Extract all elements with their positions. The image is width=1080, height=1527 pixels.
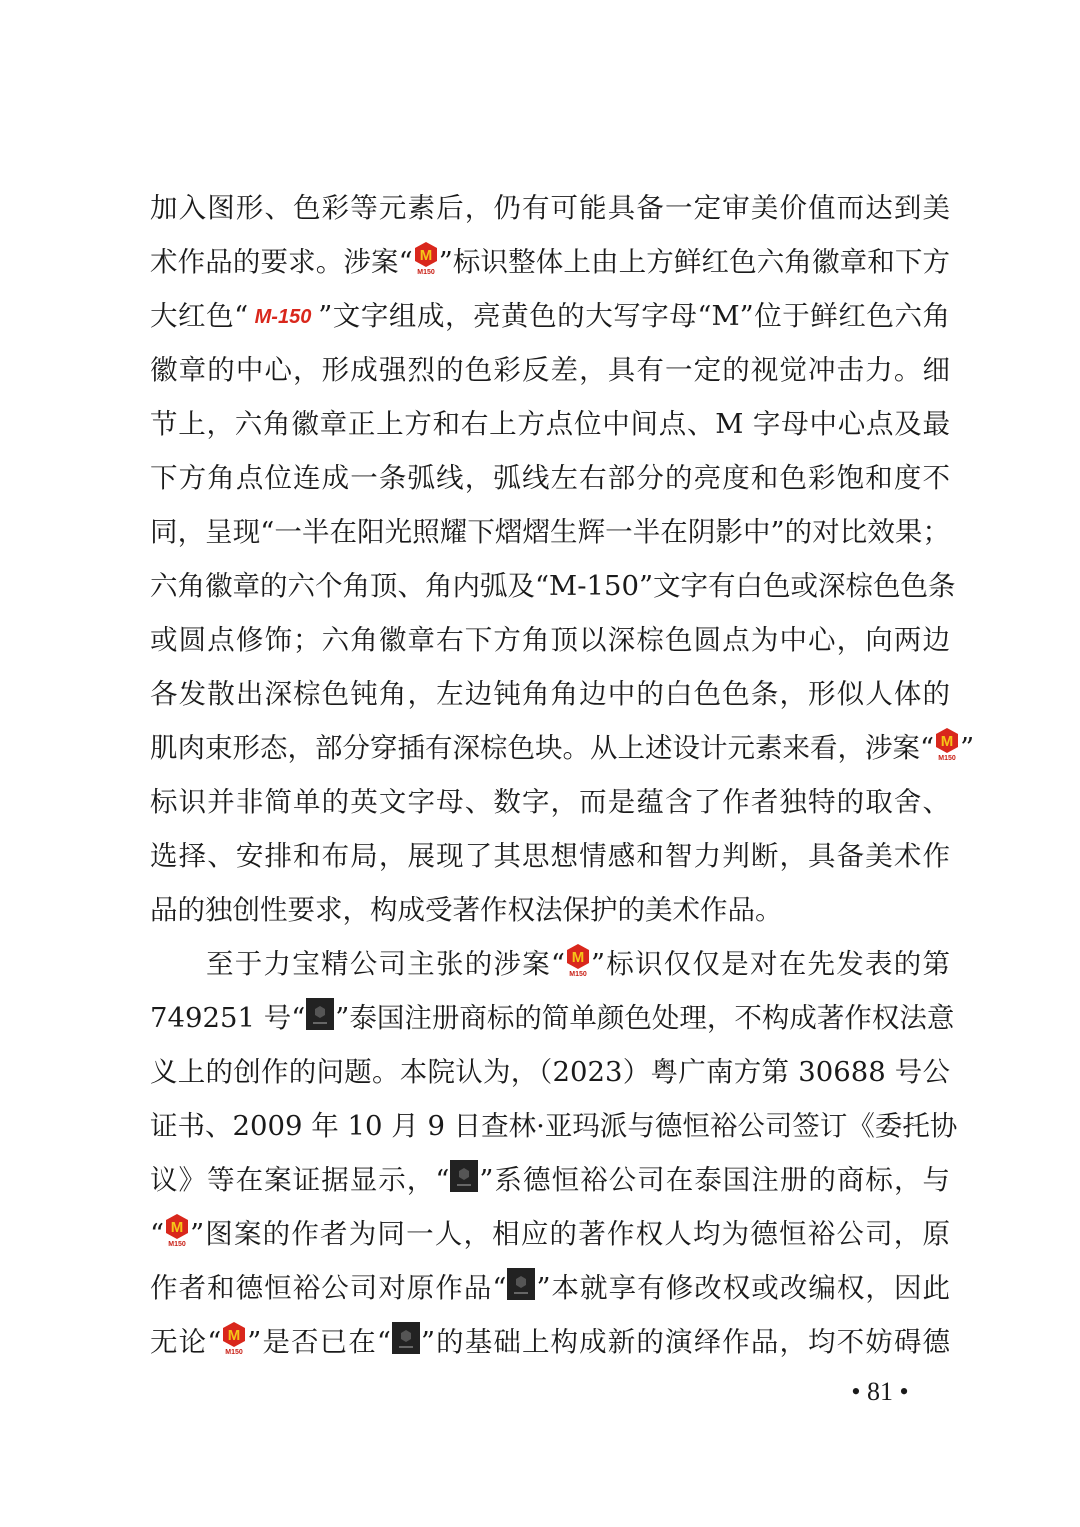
text-segment: 肌肉束形态，部分穿插有深棕色块。从上述设计元素来看，涉案“ [150, 732, 935, 764]
text-segment: ”标识整体上由上方鲜红色六角徽章和下方 [438, 246, 950, 278]
m150-badge-logo [164, 1211, 190, 1245]
dark-trademark-logo [305, 995, 335, 1029]
text-segment: 标识并非简单的英文字母、数字，而是蕴含了作者独特的取舍、 [150, 786, 950, 818]
m150-badge-logo [565, 941, 591, 975]
text-segment: ”本就享有修改权或改编权，因此 [536, 1272, 950, 1304]
text-line [150, 235, 950, 289]
text-segment: 或圆点修饰；六角徽章右下方角顶以深棕色圆点为中心，向两边 [150, 624, 950, 656]
badge-letter: M [228, 1327, 241, 1344]
text-line [150, 1099, 958, 1153]
text-segment: 证书、2009 年 10 月 9 日查林·亚玛派与德恒裕公司签订《委托协 [150, 1110, 958, 1142]
m150-wordmark-logo [248, 291, 318, 327]
wordmark-text: M-150 [254, 306, 312, 327]
text-segment: 各发散出深棕色钝角，左边钝角角边中的白色色条，形似人体的 [150, 678, 950, 710]
text-line [150, 721, 975, 775]
text-segment: ”泰国注册商标的简单颜色处理，不构成著作权法意 [335, 1002, 955, 1034]
text-segment: 徽章的中心，形成强烈的色彩反差，具有一定的视觉冲击力。细 [150, 354, 950, 386]
text-segment: 节上，六角徽章正上方和右上方点位中间点、M 字母中心点及最 [150, 408, 950, 440]
text-segment: ”系德恒裕公司在泰国注册的商标，与 [479, 1164, 951, 1196]
badge-subtext: M150 [569, 971, 587, 977]
text-segment: 加入图形、色彩等元素后，仍有可能具备一定审美价值而达到美 [150, 192, 950, 224]
text-line [150, 667, 950, 721]
dark-mark-text-bar [399, 1346, 413, 1348]
dark-trademark-logo [506, 1265, 536, 1299]
text-segment: 749251 号“ [150, 1002, 306, 1034]
text-segment: 下方角点位连成一条弧线，弧线左右部分的亮度和色彩饱和度不 [150, 462, 950, 494]
text-line [150, 505, 950, 559]
text-segment: 选择、安排和布局，展现了其思想情感和智力判断，具备美术作 [150, 840, 950, 872]
text-line [150, 937, 950, 991]
text-line [150, 1315, 950, 1369]
text-line [150, 451, 950, 505]
dark-mark-text-bar [313, 1022, 327, 1024]
text-line [150, 1261, 950, 1315]
text-segment: “ [150, 1218, 165, 1250]
text-line [150, 289, 950, 343]
badge-subtext: M150 [168, 1241, 186, 1247]
text-line [150, 343, 950, 397]
text-line [150, 775, 950, 829]
text-line [150, 991, 955, 1045]
text-line [150, 883, 950, 937]
badge-subtext: M150 [938, 755, 956, 761]
text-segment: 至于力宝精公司主张的涉案“ [206, 948, 565, 980]
text-segment: ”的基础上构成新的演绎作品，均不妨碍德 [420, 1326, 950, 1358]
text-segment: 无论“ [150, 1326, 222, 1358]
badge-letter: M [571, 949, 585, 966]
m150-badge-logo [221, 1319, 247, 1353]
text-line [150, 397, 950, 451]
badge-subtext: M150 [416, 269, 435, 275]
dark-mark-text-bar [514, 1292, 528, 1294]
text-segment: ”图案的作者为同一人，相应的著作权人均为德恒裕公司，原 [190, 1218, 950, 1250]
text-segment: 术作品的要求。涉案“ [150, 246, 413, 278]
text-line [150, 1045, 950, 1099]
text-segment: 作者和德恒裕公司对原作品“ [150, 1272, 507, 1304]
text-segment: 义上的创作的问题。本院认为，（2023）粤广南方第 30688 号公 [150, 1056, 950, 1088]
text-segment: 议》等在案证据显示，“ [150, 1164, 450, 1196]
text-line [150, 1207, 950, 1261]
text-line [150, 559, 956, 613]
m150-badge-logo [934, 725, 960, 759]
text-segment: ”文字组成，亮黄色的大写字母“M”位于鲜红色六角 [318, 300, 950, 332]
badge-subtext: M150 [225, 1349, 244, 1355]
text-line [150, 181, 950, 235]
text-segment: 同，呈现“一半在阳光照耀下熠熠生辉一半在阴影中”的对比效果； [150, 516, 950, 548]
text-segment: 品的独创性要求，构成受著作权法保护的美术作品。 [150, 894, 783, 926]
body-text [150, 181, 975, 1369]
dark-mark-text-bar [457, 1184, 471, 1186]
page-number: • 81 • [851, 1377, 909, 1406]
text-segment: ”标识仅仅是对在先发表的第 [591, 948, 950, 980]
text-segment: ”是否已在“ [247, 1326, 391, 1358]
dark-trademark-logo [391, 1319, 421, 1353]
badge-letter: M [419, 247, 432, 264]
text-line [150, 613, 950, 667]
badge-letter: M [170, 1219, 184, 1236]
text-segment: 六角徽章的六个角顶、角内弧及“M-150”文字有白色或深棕色色条 [150, 570, 956, 602]
m150-badge-logo [413, 239, 439, 273]
text-line [150, 829, 950, 883]
text-segment: ” [960, 732, 975, 764]
text-segment: 大红色“ [150, 300, 249, 332]
dark-trademark-logo [449, 1157, 479, 1191]
text-line [150, 1153, 950, 1207]
badge-letter: M [940, 733, 954, 750]
